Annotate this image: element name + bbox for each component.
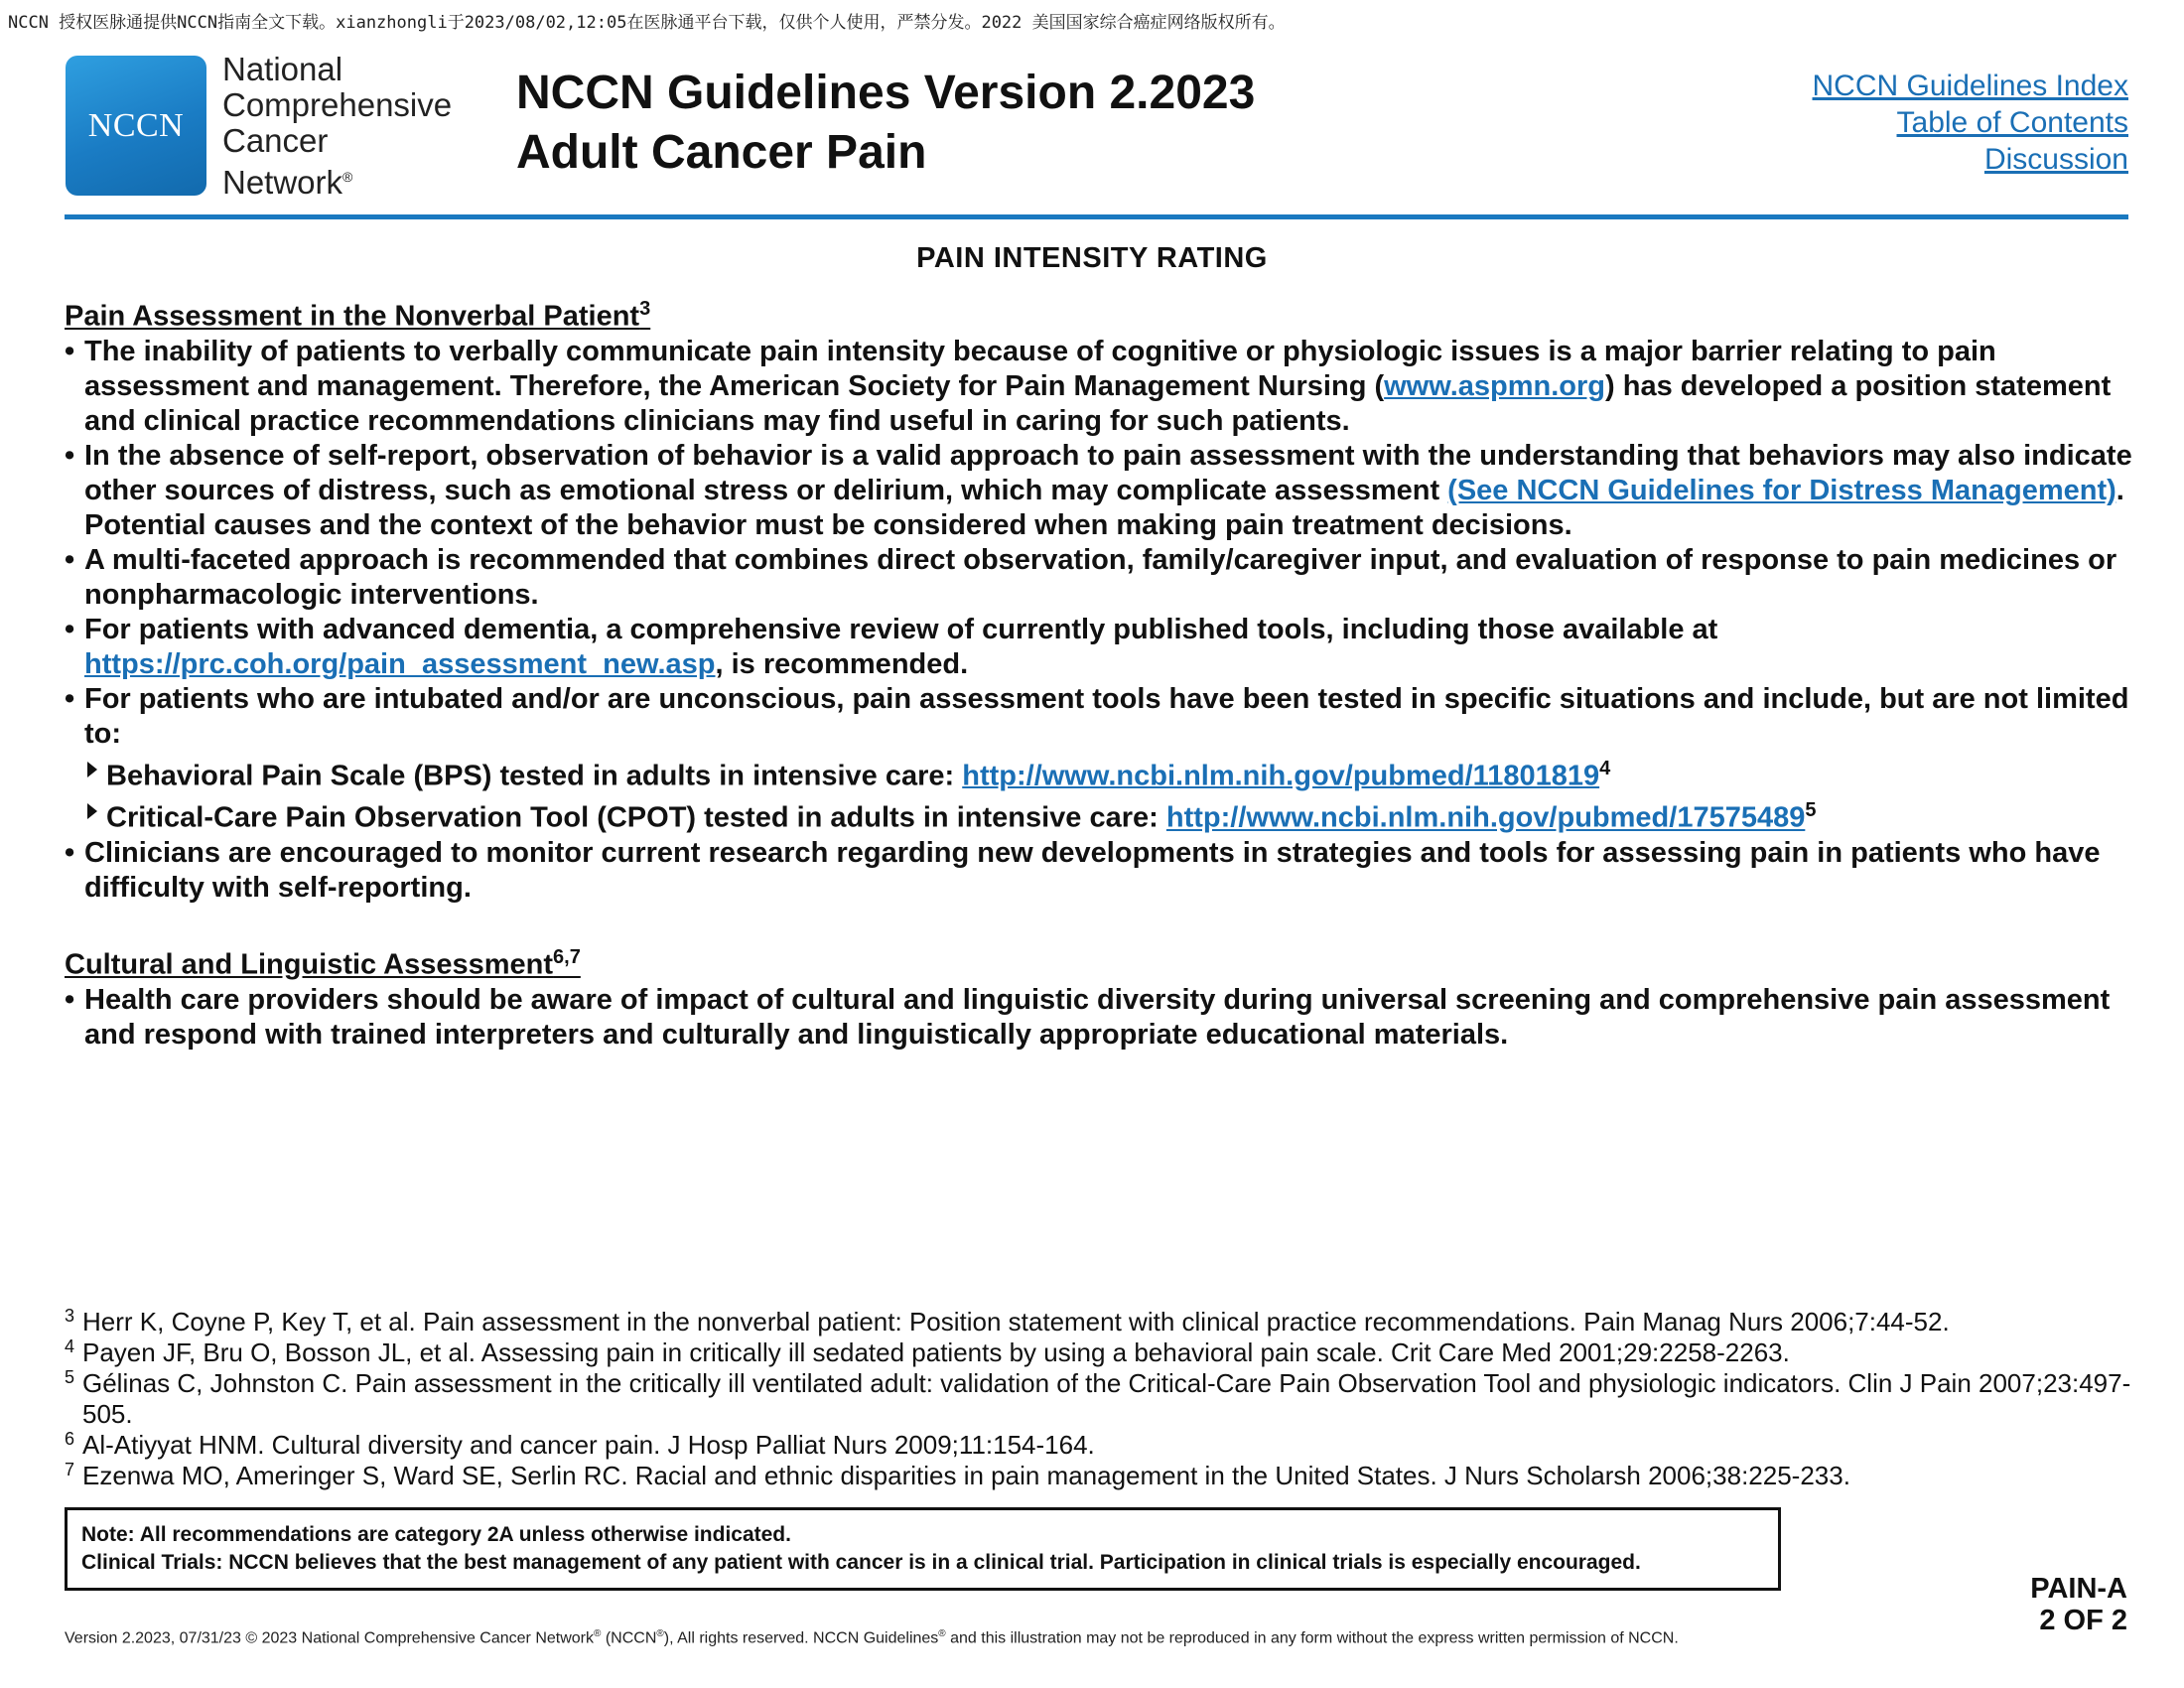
registered-mark: ® [342, 169, 353, 185]
list-item: • In the absence of self-report, observation of behavior is a valid approach to pain assessment with the understanding that behaviors may also indicate other sources of distress, such as emotional stress or delirium, which may complicate assessment (See NCCN Guidelines for Distress Management). Potential causes and the context of the behavior must be considered when making pain treatment decisions. [65, 439, 2134, 543]
footnote-ref: 5 [1805, 799, 1817, 822]
header-divider [65, 214, 2128, 219]
list-item: • A multi-faceted approach is recommended that combines direct observation, family/caregiver input, and evaluation of response to pain medicines or nonpharmacologic interventions. [65, 543, 2134, 613]
watermark-text: NCCN 授权医脉通提供NCCN指南全文下载。xianzhongli于2023/08/02,12:05在医脉通平台下载，仅供个人使用，严禁分发。2022 美国国家综合癌症网络版权所有。 [8, 13, 1286, 33]
aspmn-link[interactable]: www.aspmn.org [1384, 369, 1606, 402]
section-title-nonverbal: Pain Assessment in the Nonverbal Patient$^3$ [65, 298, 651, 333]
coh-pain-assessment-link[interactable]: https://prc.coh.org/pain_assessment_new.asp [84, 647, 716, 680]
page-code: PAIN-A [2030, 1573, 2127, 1605]
list-item: • The inability of patients to verbally communicate pain intensity because of cognitive or physiologic issues is a major barrier relating to pain assessment and management. Therefore, the American Society for Pain Management Nursing (www.aspmn.org) has developed a position statement and clinical practice recommendations clinicians may find useful in caring for such patients. [65, 335, 2134, 439]
title-version: NCCN Guidelines Version 2.2023 [516, 67, 1256, 119]
footnotes [65, 1307, 2134, 1491]
footnote-ref: 4 [1599, 757, 1611, 779]
section-title-cultural: Cultural and Linguistic Assessment$^{6,7}$ [65, 945, 581, 981]
list-item: • For patients who are intubated and/or are unconscious, pain assessment tools have been tested in specific situations and include, but are not limited to: Behavioral Pain Scale (BPS) tested in adults in intensive care: http://www.ncbi.nlm.nih.gov/pubmed/11801819$^4$ Critical-Care Pain Observation Tool (CPOT) tested in adults in intensive care: http://www.ncbi.nlm.nih.gov/pubmed/17575489$^5$ [65, 682, 2134, 836]
note-box [65, 1507, 1781, 1591]
page-heading: PAIN INTENSITY RATING [916, 242, 1268, 274]
sub-list-item: Behavioral Pain Scale (BPS) tested in adults in intensive care: http://www.ncbi.nlm.nih.gov/pubmed/11801819$^4$ [84, 752, 2134, 794]
footnote: 4 Payen JF, Bru O, Bosson JL, et al. Assessing pain in critically ill sedated patients by using a behavioral pain scale. Crit Care Med 2001;29:2258-2263. [65, 1336, 1790, 1367]
sub-list-item: Critical-Care Pain Observation Tool (CPOT) tested in adults in intensive care: http://www.ncbi.nlm.nih.gov/pubmed/17575489$^5$ [84, 793, 2134, 836]
footnote-ref: 6,7 [553, 945, 581, 968]
guidelines-index-link[interactable]: NCCN Guidelines Index [1812, 70, 2128, 102]
title-topic: Adult Cancer Pain [516, 126, 927, 179]
page-identifier [2030, 1573, 2127, 1636]
note-line: Note: All recommendations are category 2A unless otherwise indicated. [81, 1523, 791, 1546]
organization-name [222, 52, 452, 201]
org-name-line: Cancer [222, 122, 329, 159]
footnote: 5 Gélinas C, Johnston C. Pain assessment in the critically ill ventilated adult: validation of the Critical-Care Pain Observation Tool and physiologic indicators. Clin J Pain 2007;23:497-505. [65, 1367, 2131, 1429]
document-title [516, 64, 1255, 183]
org-name-line: Comprehensive [222, 86, 453, 123]
bullet-list [65, 335, 2134, 906]
discussion-link[interactable]: Discussion [1983, 143, 2128, 176]
sub-list [84, 752, 2134, 836]
main-content [65, 292, 2134, 1053]
header-nav [1813, 68, 2128, 178]
list-item: • Clinicians are encouraged to monitor current research regarding new developments in strategies and tools for assessing pain in patients who have difficulty with self-reporting. [65, 836, 2134, 906]
list-item: • Health care providers should be aware of impact of cultural and linguistic diversity during universal screening and comprehensive pain assessment and respond with trained interpreters and culturally and linguistically appropriate educational materials. [65, 983, 2134, 1053]
page-count: 2 OF 2 [2039, 1605, 2127, 1636]
table-of-contents-link[interactable]: Table of Contents [1896, 106, 2128, 139]
logo-text: NCCN [87, 106, 185, 144]
list-item: • For patients with advanced dementia, a comprehensive review of currently published tools, including those available at https://prc.coh.org/pain_assessment_new.asp, is recommended. [65, 613, 2134, 682]
copyright-notice: Version 2.2023, 07/31/23 © 2023 National Comprehensive Cancer Network® (NCCN®), All rights reserved. NCCN Guidelines® and this illustration may not be reproduced in any form without the express written permission of NCCN. [65, 1628, 1679, 1647]
arrow-right-icon [87, 803, 97, 819]
distress-management-link[interactable]: (See NCCN Guidelines for Distress Management) [1447, 474, 2116, 506]
org-name-line: National [222, 51, 343, 87]
footnote-ref: 3 [639, 298, 651, 320]
bps-pubmed-link[interactable]: http://www.ncbi.nlm.nih.gov/pubmed/11801819 [962, 760, 1600, 792]
bullet-list [65, 983, 2134, 1053]
note-line: Clinical Trials: NCCN believes that the best management of any patient with cancer is in a clinical trial. Participation in clinical trials is especially encouraged. [81, 1551, 1641, 1574]
org-name-line: Network® [222, 164, 353, 201]
arrow-right-icon [87, 762, 97, 777]
cpot-pubmed-link[interactable]: http://www.ncbi.nlm.nih.gov/pubmed/17575489 [1165, 801, 1806, 834]
footnote: 6 Al-Atiyyat HNM. Cultural diversity and cancer pain. J Hosp Palliat Nurs 2009;11:154-164. [65, 1429, 1095, 1460]
footnote: 3 Herr K, Coyne P, Key T, et al. Pain assessment in the nonverbal patient: Position statement with clinical practice recommendations. Pain Manag Nurs 2006;7:44-52. [65, 1306, 1950, 1336]
footnote: 7 Ezenwa MO, Ameringer S, Ward SE, Serlin RC. Racial and ethnic disparities in pain management in the United States. J Nurs Scholarsh 2006;38:225-233. [65, 1460, 1850, 1490]
nccn-logo [66, 56, 206, 196]
